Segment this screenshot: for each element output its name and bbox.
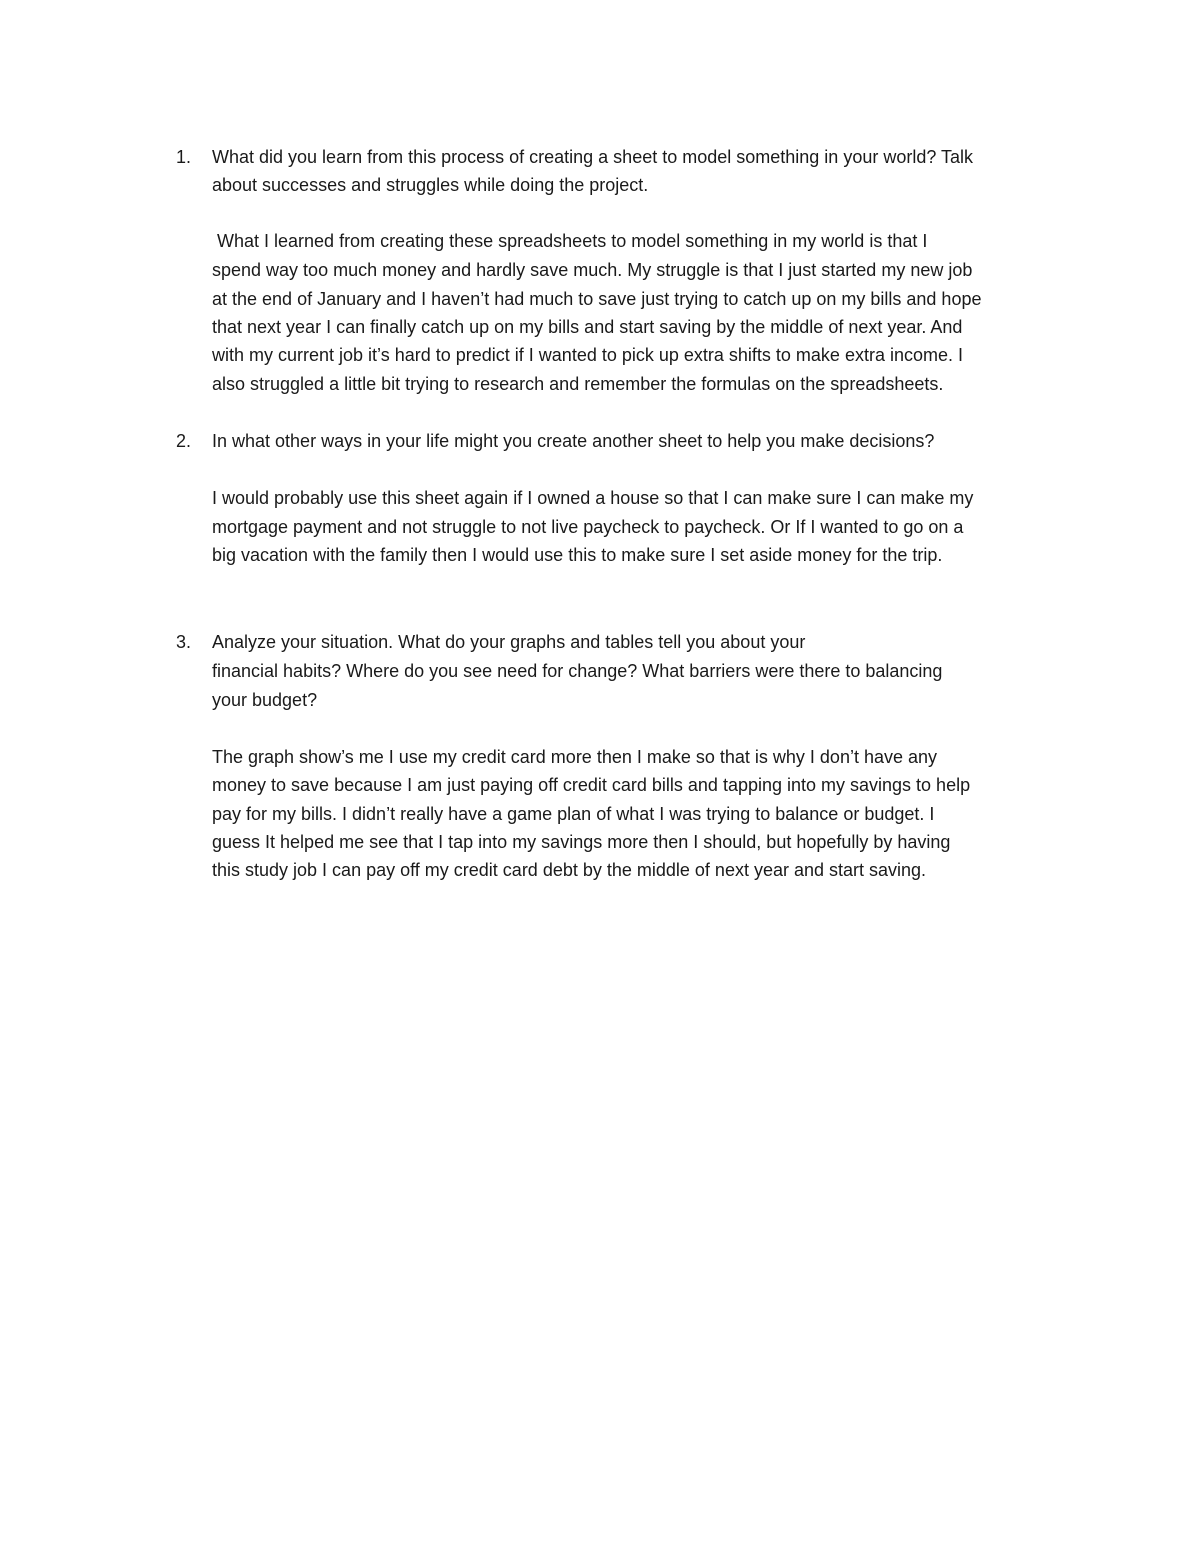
answer-text-line: that next year I can finally catch up on my bills and start saving by the middle of next year. And — [212, 317, 963, 337]
answer-text-line: spend way too much money and hardly save much. My struggle is that I just started my new job — [212, 260, 973, 280]
question-text-line: about successes and struggles while doing the project. — [212, 175, 649, 195]
answer-text-line: mortgage payment and not struggle to not live paycheck to paycheck. Or If I wanted to go on a — [212, 517, 964, 537]
answer-text-line: at the end of January and I haven’t had much to save just trying to catch up on my bills and hope — [212, 289, 982, 309]
answer-text-line: big vacation with the family then I would use this to make sure I set aside money for the trip. — [212, 545, 943, 565]
question-text-line: Analyze your situation. What do your graphs and tables tell you about your — [212, 632, 806, 652]
answer-text-line: this study job I can pay off my credit card debt by the middle of next year and start saving. — [212, 860, 927, 880]
answer-text-line: What I learned from creating these spreadsheets to model something in my world is that I — [212, 231, 928, 251]
answer-text-line: The graph show’s me I use my credit card more then I make so that is why I don’t have any — [212, 747, 938, 767]
answer-text-line: with my current job it’s hard to predict if I wanted to pick up extra shifts to make extra income. I — [212, 345, 963, 365]
question-number: 1. — [176, 147, 192, 167]
answer-text-line: money to save because I am just paying off credit card bills and tapping into my savings to help — [212, 775, 971, 795]
question-text-line: What did you learn from this process of creating a sheet to model something in your world? Talk — [212, 147, 974, 167]
answer-text-line: guess It helped me see that I tap into my savings more then I should, but hopefully by having — [212, 832, 951, 852]
answer-text-line: I would probably use this sheet again if I owned a house so that I can make sure I can make my — [212, 488, 974, 508]
question-number: 2. — [176, 431, 192, 451]
answer-text-line: pay for my bills. I didn’t really have a game plan of what I was trying to balance or budget. I — [212, 804, 935, 824]
question-text-line: In what other ways in your life might you create another sheet to help you make decisions? — [212, 431, 935, 451]
question-text-line: your budget? — [212, 690, 318, 710]
answer-text-line: also struggled a little bit trying to research and remember the formulas on the spreadsheets. — [212, 374, 944, 394]
question-text-line: financial habits? Where do you see need for change? What barriers were there to balancing — [212, 661, 943, 681]
question-number: 3. — [176, 632, 192, 652]
